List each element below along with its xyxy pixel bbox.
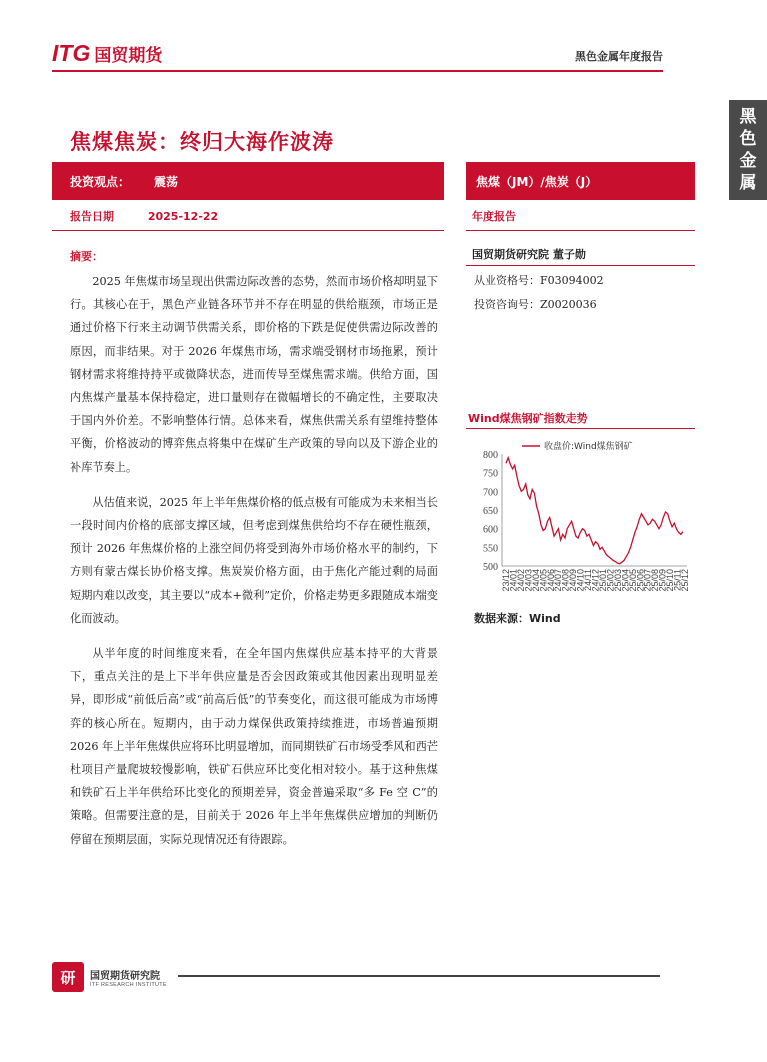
x-tick-label: 25/09: [657, 569, 668, 592]
x-tick-label: 24/04: [530, 569, 541, 592]
x-tick-label: 24/12: [590, 569, 601, 592]
summary-paragraph: 从半年度的时间维度来看，在全年国内焦煤供应基本持平的大背景下，重点关注的是上下半年供应量是否会因政策或其他因素出现明显差异，即形成“前低后高”或“前高后低”的节奏变化，而这很可能成为市场博弈的核心所在。短期内，由于动力煤保供政策持续推进，市场普遍预期 2026 年上半年焦煤供应将环比明显增加，而同期铁矿石市场受季风和西芒杜项目产量爬坡较慢影响，铁矿石供应环比变化相对较小。基于这种焦煤和铁矿石上半年供给环比变化的预期差异，资金普遍采取“多 Fe 空 C”的策略。但需要注意的是，目前关于 2026 年上半年焦煤供应增加的判断仍停留在预期层面，实际兑现情况还有待跟踪。: [70, 647, 438, 846]
x-tick-label: 25/10: [665, 569, 676, 592]
x-tick-label: 24/09: [568, 569, 579, 592]
footer-institute-cn: 国贸期货研究院: [90, 970, 160, 982]
report-date-value: 2025-12-22: [147, 210, 219, 223]
consulting-number: 投资咨询号：Z0020036: [474, 298, 597, 311]
investment-view-label: 投资观点：: [70, 174, 131, 189]
report-date-row: [70, 208, 218, 224]
x-tick-label: 25/06: [635, 569, 646, 592]
investment-view-bar: [52, 162, 444, 200]
investment-view-value: 震荡: [154, 174, 179, 189]
x-tick-label: 24/07: [553, 569, 564, 592]
summary-paragraph: 2025 年焦煤市场呈现出供需边际改善的态势，然而市场价格却明显下行。其核心在于，黑色产业链各环节并不存在明显的供给瓶颈，市场正是通过价格下行来主动调节供需关系，即价格的下跌是促使供需边际改善的原因，而非结果。对于 2026 年煤焦市场，需求端受钢材市场拖累，预计钢材需求将维持持平或微降状态，进而传导至煤焦需求端。供给方面，国内焦煤产量基本保持稳定，进口量则存在微幅增长的不确定性，主要取决于国内外价差。不影响整体行情。总体来看，煤焦供需关系有望维持整体平衡，价格波动的博弈焦点将集中在煤矿生产政策的导向以及下游企业的补库节奏上。: [70, 275, 438, 474]
logo-cn-text: 国贸期货: [94, 45, 163, 66]
brand-logo: [52, 40, 162, 66]
header-divider: [52, 70, 663, 72]
side-tab-char: 属: [739, 173, 757, 193]
product-bar: [466, 162, 695, 200]
x-tick-label: 24/10: [575, 569, 586, 592]
summary-body: [70, 270, 438, 863]
y-tick-label: 650: [483, 506, 498, 517]
x-tick-label: 25/05: [627, 569, 638, 592]
chart-divider: [466, 428, 695, 429]
data-source: 数据来源：Wind: [474, 612, 561, 625]
x-tick-label: 25/07: [642, 569, 653, 592]
product-label: 焦煤（JM）/焦炭（J）: [476, 174, 598, 189]
x-tick-label: 25/01: [597, 569, 608, 592]
report-type: 年度报告: [472, 210, 516, 223]
side-tab-char: 金: [739, 151, 757, 171]
x-tick-label: 24/08: [560, 569, 571, 592]
logo-itg-text: ITG: [52, 39, 91, 66]
y-tick-label: 600: [483, 524, 498, 536]
series-line: [506, 458, 683, 564]
y-tick-label: 750: [483, 468, 498, 480]
x-tick-label: 24/11: [583, 569, 594, 591]
x-tick-label: 24/01: [508, 569, 519, 592]
side-tab-char: 色: [739, 129, 757, 149]
section-side-tab: [729, 100, 767, 200]
author-divider: [466, 265, 695, 266]
side-tab-char: 黑: [739, 107, 757, 127]
x-tick-label: 24/05: [538, 569, 549, 592]
x-tick-label: 25/12: [680, 569, 690, 592]
legend-label: 收盘价:Wind煤焦钢矿: [544, 442, 633, 452]
y-tick-label: 550: [483, 543, 498, 555]
x-tick-label: 25/08: [650, 569, 661, 592]
footer-logo-mark: 研: [52, 962, 84, 992]
chart-title: Wind煤焦钢矿指数走势: [468, 412, 588, 425]
x-tick-label: 25/11: [672, 569, 683, 591]
summary-paragraph: 从估值来说，2025 年上半年焦煤价格的低点极有可能成为未来相当长一段时间内价格的底部支撑区域，但考虑到煤焦供给均不存在硬性瓶颈，预计 2026 年焦煤价格的上涨空间仍将受到海外市场价格水平的制约，下方则有蒙古煤长协价格支撑。焦炭炭价格方面，由于焦化产能过剩的局面短期内难以改变，其主要以“成本+微利”定价，价格走势更多跟随成本端变化而波动。: [70, 495, 438, 625]
right-divider: [466, 230, 695, 231]
y-tick-label: 700: [483, 487, 498, 499]
x-tick-label: 23/12: [501, 569, 511, 592]
footer-institute-en: ITF RESEARCH INSTITUTE: [90, 981, 167, 988]
index-line-chart: [466, 432, 695, 604]
x-tick-label: 25/04: [620, 569, 631, 592]
footer-divider: [178, 975, 660, 977]
summary-heading: 摘要：: [70, 250, 103, 263]
report-title: 焦煤焦炭：终归大海作波涛: [70, 130, 334, 154]
report-date-label: 报告日期: [70, 210, 114, 223]
y-tick-label: 500: [483, 562, 498, 573]
x-tick-label: 25/02: [605, 569, 616, 592]
x-tick-label: 24/06: [545, 569, 556, 592]
x-tick-label: 24/02: [515, 569, 526, 592]
x-tick-label: 25/03: [612, 569, 623, 592]
footer-logo: [52, 962, 167, 992]
qualification-number: 从业资格号：F03094002: [474, 274, 604, 287]
left-divider: [52, 230, 444, 231]
y-tick-label: 800: [483, 450, 498, 461]
author-name: 国贸期货研究院 董子勋: [472, 248, 586, 261]
report-series-tag: 黑色金属年度报告: [575, 50, 663, 63]
x-tick-label: 24/03: [523, 569, 534, 592]
